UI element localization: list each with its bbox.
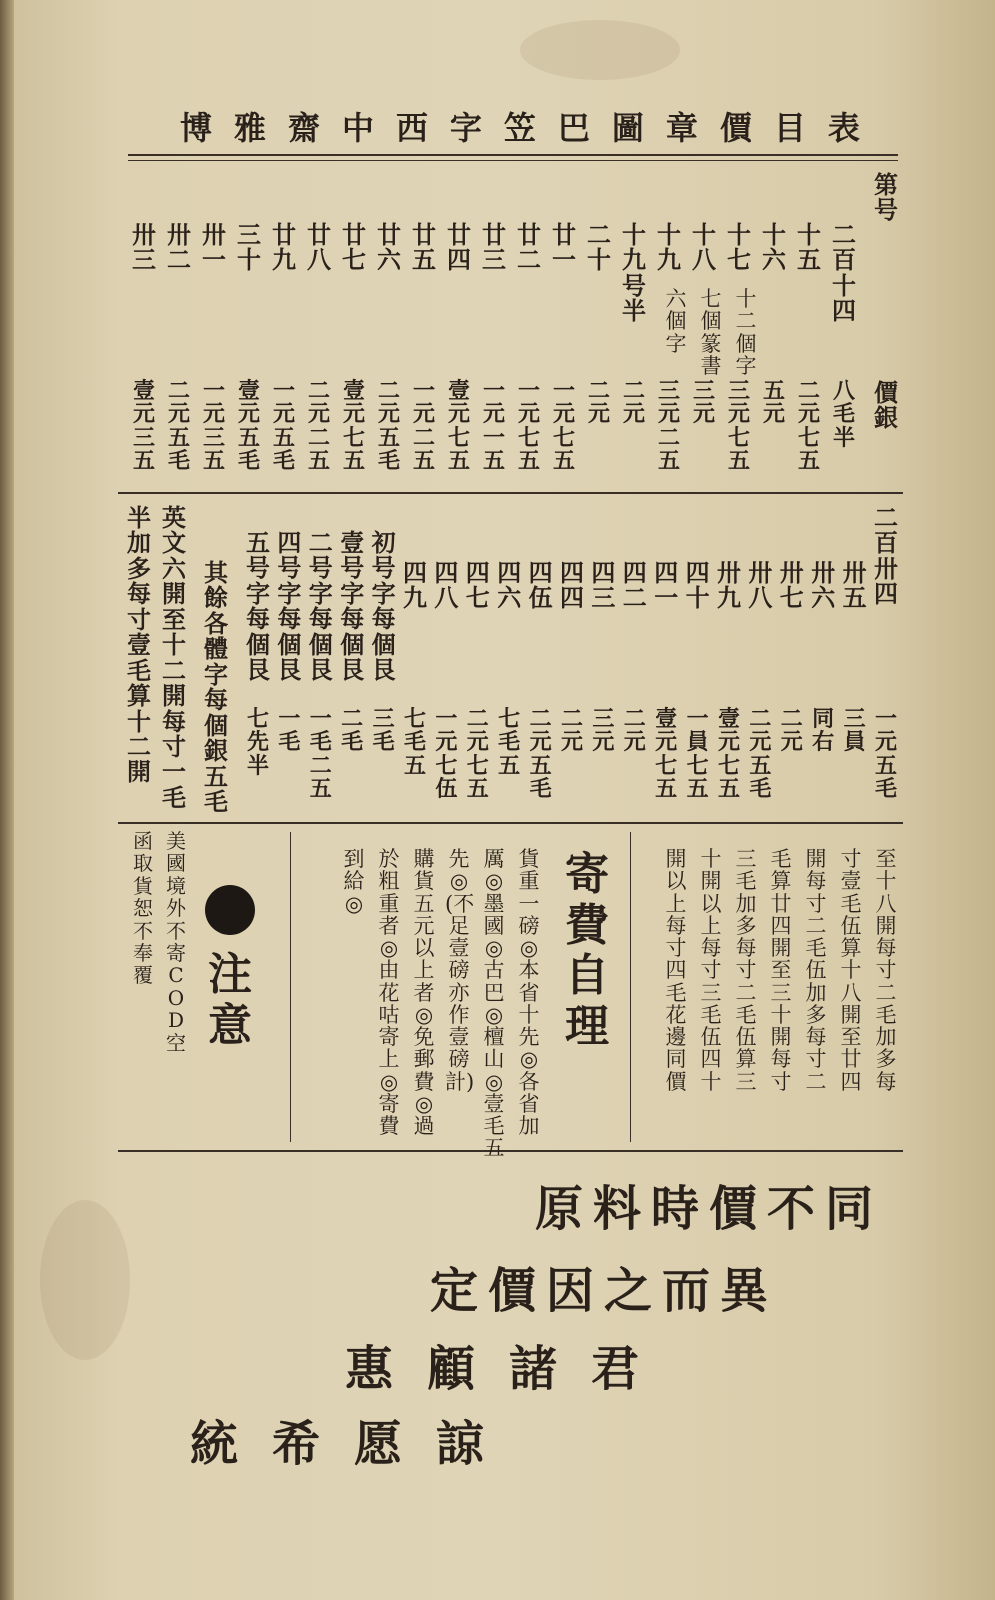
rule-line: 開每寸二毛伍加多每寸二 — [805, 847, 827, 1094]
postage-line: 厲◎墨國◎古巴◎檀山◎壹毛五 — [483, 847, 505, 1161]
item-number: 四四 — [560, 558, 584, 613]
item-price: 一元七伍 — [435, 706, 458, 802]
item-number: 廿六 — [377, 220, 401, 275]
table-divider — [118, 492, 903, 494]
item-number: 卅八 — [748, 558, 773, 613]
postage-line: 到給◎ — [343, 847, 365, 916]
item-price: 壹元七五 — [655, 706, 678, 802]
item-number: 廿三 — [482, 220, 506, 275]
item-price: 壹元七五 — [447, 378, 470, 474]
item-price: 七毛五 — [403, 706, 426, 779]
item-price: 二毛 — [341, 706, 364, 756]
postage-line: 購貨五元以上者◎免郵費◎過 — [413, 847, 435, 1138]
item-number: 四十 — [685, 558, 710, 613]
item-number: 十八 — [692, 220, 716, 275]
postage-title: 寄費自理 — [565, 849, 609, 1052]
notice-title: 注意 — [208, 949, 252, 1051]
item-price: 壹元七五 — [342, 378, 365, 474]
rule-line: 毛算廿四開至三十開每寸 — [770, 847, 792, 1094]
rule-line: 寸壹毛伍算十八開至廿四 — [840, 847, 862, 1094]
item-number: 二百卅四 — [874, 503, 898, 609]
title-char: 圖 — [611, 109, 644, 147]
title-char: 字 — [449, 109, 482, 147]
item-price: 一元五毛 — [272, 378, 295, 474]
item-price: 三員 — [843, 706, 866, 756]
item-note: 六個字 — [665, 287, 687, 356]
rule-line: 十開以上每寸三毛伍四十 — [700, 847, 722, 1094]
item-price: 一毛二五 — [309, 706, 332, 802]
item-price: 二元二五 — [307, 378, 330, 474]
item-price: 壹元五毛 — [237, 378, 260, 474]
item-price: 八毛半 — [832, 378, 855, 451]
slogan-line-2: 定價因之而異 — [430, 1263, 779, 1319]
title-char: 價 — [719, 109, 752, 147]
item-price: 壹元三五 — [132, 378, 155, 474]
postage-line: 先◎(不足壹磅亦作壹磅計) — [445, 847, 475, 1094]
page-title — [180, 103, 860, 149]
item-price: 一元二五 — [412, 378, 435, 474]
title-char: 巴 — [557, 109, 590, 147]
title-char: 章 — [665, 109, 698, 147]
notice-dot-icon — [205, 885, 255, 935]
item-price: 二元 — [622, 378, 645, 428]
title-rule-bottom — [128, 160, 898, 161]
item-price: 七先半 — [246, 706, 269, 779]
item-number: 四六 — [497, 558, 522, 613]
item-number: 二十 — [587, 220, 611, 275]
item-price: 一元三五 — [202, 378, 225, 474]
item-price: 一元五毛 — [874, 706, 897, 802]
item-price: 一元一五 — [482, 378, 505, 474]
item-number: 卅二 — [167, 220, 191, 275]
notice-line: 函取貨恕不奉覆 — [133, 829, 153, 988]
item-price: 三元 — [592, 706, 615, 756]
item-number: 四三 — [591, 558, 616, 613]
item-price: 一元七五 — [517, 378, 540, 474]
item-number: 四伍 — [528, 558, 553, 613]
item-number: 廿四 — [447, 220, 471, 275]
item-number: 廿九 — [272, 220, 296, 275]
item-price: 二元七五 — [797, 378, 820, 474]
rule-line: 至十八開每寸二毛加多每 — [875, 847, 897, 1094]
title-char: 博 — [180, 109, 213, 147]
item-price: 三元二五 — [657, 378, 680, 474]
item-number: 廿五 — [412, 220, 436, 275]
title-char: 雅 — [233, 109, 266, 147]
item-price: 二元五毛 — [749, 706, 772, 802]
item-price: 壹元七五 — [717, 706, 740, 802]
title-char: 齋 — [287, 109, 320, 147]
item-number: 卅一 — [202, 220, 226, 275]
item-number: 卅九 — [717, 558, 741, 613]
item-price: 二元 — [587, 378, 610, 428]
rule-line: 開以上每寸四毛花邊同價 — [665, 847, 687, 1094]
item-price: 一毛 — [278, 706, 301, 756]
item-number: 廿二 — [517, 220, 541, 275]
english-size-note: 半加多每寸壹毛算十二開 — [127, 503, 151, 787]
english-size-note: 英文六開至十二開每寸一毛 — [162, 503, 186, 812]
item-number: 廿七 — [342, 220, 366, 275]
item-price: 七毛五 — [498, 706, 521, 779]
item-number: 十五 — [797, 220, 821, 275]
other-styles-note: 其餘各體字每個銀五毛 — [204, 558, 228, 816]
item-number: 卅六 — [811, 558, 836, 613]
item-number: 壹号字每個艮 — [340, 528, 365, 685]
title-char: 表 — [827, 109, 860, 147]
item-price: 二元五毛 — [167, 378, 190, 474]
item-number: 廿八 — [307, 220, 331, 275]
item-price: 一元七五 — [552, 378, 575, 474]
page-edge — [0, 0, 14, 1600]
item-number: 四一 — [654, 558, 679, 613]
bottom-divider — [118, 1150, 903, 1152]
stain — [40, 1200, 130, 1360]
rule-line: 三毛加多每寸二毛伍算三 — [735, 847, 757, 1094]
item-number: 三十 — [237, 220, 261, 275]
header-no-label: 第号 — [874, 170, 898, 225]
title-rule-top — [128, 154, 898, 156]
postage-line: 貨重一磅◎本省十先◎各省加 — [518, 847, 540, 1138]
item-number: 十六 — [762, 220, 786, 275]
item-price: 五元 — [762, 378, 785, 428]
item-number: 四七 — [465, 558, 490, 613]
item-number: 卅三 — [132, 220, 156, 275]
item-note: 七個篆書 — [700, 287, 722, 378]
item-price: 同右 — [812, 706, 835, 756]
title-char: 目 — [773, 109, 806, 147]
item-price: 二元 — [780, 706, 803, 756]
item-number: 四号字每個艮 — [277, 528, 302, 685]
item-number: 卅七 — [779, 558, 804, 613]
title-char: 中 — [341, 109, 374, 147]
item-number: 五号字每個艮 — [246, 528, 270, 685]
stain — [520, 20, 680, 80]
item-number: 四九 — [403, 558, 427, 613]
slogan-line-1: 原料時價不同 — [535, 1181, 884, 1237]
item-number: 十九号半 — [622, 220, 646, 326]
item-price: 二元五毛 — [377, 378, 400, 474]
item-price: 二元 — [560, 706, 583, 756]
slogan-line-3: 惠顧諸君 — [345, 1341, 674, 1397]
item-price: 二元 — [623, 706, 646, 756]
column-divider — [630, 832, 631, 1142]
item-price: 二元七五 — [466, 706, 489, 802]
item-number: 四二 — [622, 558, 647, 613]
item-number: 卅五 — [842, 558, 867, 613]
title-char: 西 — [395, 109, 428, 147]
item-price: 二元五毛 — [529, 706, 552, 802]
item-number: 十七 — [727, 220, 751, 275]
item-number: 十九 — [657, 220, 681, 275]
item-number: 二百十四 — [832, 220, 856, 326]
item-number: 廿一 — [552, 220, 576, 275]
item-number: 初号字每個艮 — [371, 528, 396, 685]
column-divider — [290, 832, 291, 1142]
section-divider — [118, 822, 903, 824]
item-price: 一員七五 — [686, 706, 709, 802]
item-number: 四八 — [434, 558, 459, 613]
slogan-line-4: 統希愿諒 — [190, 1416, 519, 1472]
item-price: 三元七五 — [727, 378, 750, 474]
item-price: 三元 — [692, 378, 715, 428]
postage-line: 於粗重者◎由花咕寄上◎寄費 — [378, 847, 400, 1138]
header-price-label: 價銀 — [874, 378, 898, 433]
notice-line: 美國境外不寄COD空 — [166, 829, 186, 1055]
item-note: 十二個字 — [735, 287, 757, 378]
item-price: 三毛 — [372, 706, 395, 756]
item-number: 二号字每個艮 — [308, 528, 333, 685]
title-char: 笠 — [503, 109, 536, 147]
